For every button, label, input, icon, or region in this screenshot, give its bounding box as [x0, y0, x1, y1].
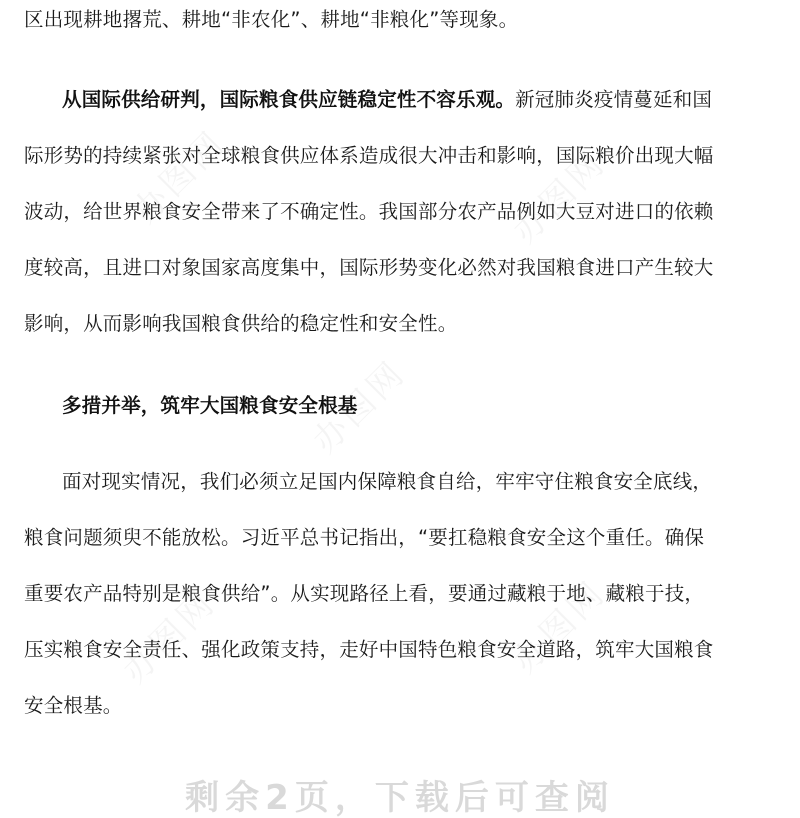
- paragraph-line: 安全根基。: [24, 694, 123, 717]
- remaining-pages-download-prompt[interactable]: 剩余2页，下载后可查阅: [185, 778, 615, 818]
- section-heading: 多措并举，筑牢大国粮食安全根基: [62, 394, 358, 417]
- paragraph-line: 度较高，且进口对象国家高度集中，国际形势变化必然对我国粮食进口产生较大: [24, 256, 714, 279]
- paragraph-line: 际形势的持续紧张对全球粮食供应体系造成很大冲击和影响，国际粮价出现大幅: [24, 144, 714, 167]
- paragraph-line: [62, 86, 712, 114]
- paragraph-line: 重要农产品特别是粮食供给”。从实现路径上看，要通过藏粮于地、藏粮于技，: [24, 582, 705, 605]
- paragraph-lead-heading: 从国际供给研判，国际粮食供应链稳定性不容乐观。: [62, 88, 516, 111]
- paragraph-line: 压实粮食安全责任、强化政策支持，走好中国特色粮食安全道路，筑牢大国粮食: [24, 638, 714, 661]
- paragraph-line: 波动，给世界粮食安全带来了不确定性。我国部分农产品例如大豆对进口的依赖: [24, 200, 714, 223]
- paragraph-line: 粮食问题须臾不能放松。习近平总书记指出，“要扛稳粮食安全这个重任。确保: [24, 526, 705, 549]
- paragraph-line: 影响，从而影响我国粮食供给的稳定性和安全性。: [24, 312, 458, 335]
- paragraph-line: 面对现实情况，我们必须立足国内保障粮食自给，牢牢守住粮食安全底线，: [62, 470, 713, 493]
- paragraph-text: 新冠肺炎疫情蔓延和国: [515, 88, 713, 111]
- paragraph-line: 区出现耕地撂荒、耕地“非农化”、耕地“非粮化”等现象。: [24, 8, 519, 31]
